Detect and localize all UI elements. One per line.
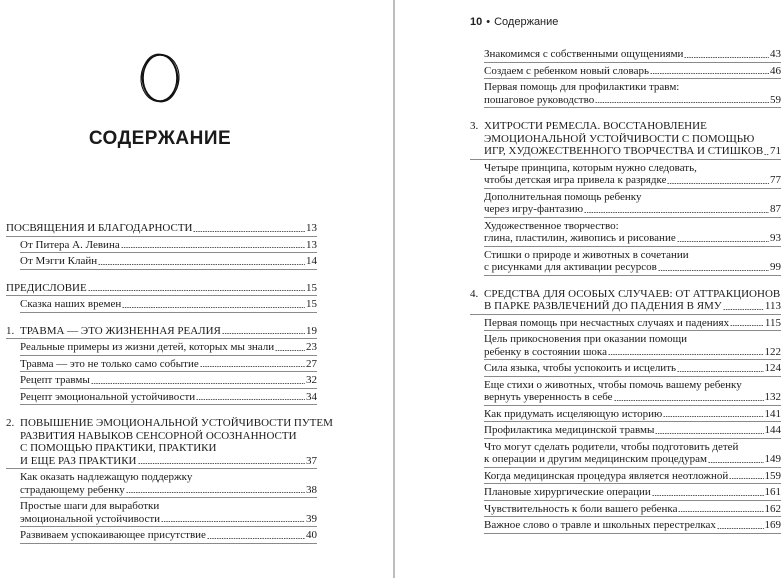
dot-leader	[122, 307, 305, 308]
dot-leader	[708, 462, 764, 463]
header-running-title: Содержание	[494, 16, 559, 28]
toc-page-number: 144	[764, 424, 781, 436]
running-header	[470, 16, 558, 28]
toc-entry-text: Чувствительность к боли вашего ребенка	[484, 502, 678, 515]
toc-entry[interactable]	[20, 374, 317, 391]
ring-emblem-icon	[134, 52, 186, 104]
toc-page-number: 77	[770, 174, 781, 186]
dot-leader	[88, 290, 305, 291]
toc-entry[interactable]	[484, 81, 781, 110]
toc-page-number: 115	[764, 316, 781, 329]
dot-leader	[138, 463, 306, 464]
toc-entry-number: 3.	[470, 120, 479, 132]
toc-entry[interactable]	[6, 222, 317, 239]
dot-leader	[98, 264, 305, 265]
dot-leader	[207, 538, 305, 539]
dot-leader	[193, 231, 305, 232]
toc-entry-text: Развиваем успокаивающее присутствие	[20, 529, 206, 541]
toc-entry[interactable]	[470, 120, 781, 162]
toc-page-number: 132	[764, 391, 781, 403]
toc-entry[interactable]	[20, 341, 317, 358]
dot-leader	[222, 333, 305, 334]
toc-entry-text	[6, 417, 333, 430]
toc-page-number: 113	[764, 300, 781, 312]
toc-entry-text: через игру-фантазию	[484, 203, 584, 215]
toc-entry[interactable]	[20, 298, 317, 315]
dot-leader	[91, 383, 305, 384]
toc-entry-text: Художественное творчество:	[484, 219, 619, 232]
dot-leader	[121, 247, 305, 248]
toc-entry-text: Первая помощь при несчастных случаях и падениях	[484, 316, 730, 329]
toc-page-number: 13	[306, 238, 317, 251]
toc-entry-text: Как оказать надлежащую поддержку	[20, 471, 193, 483]
toc-page-number: 15	[306, 298, 317, 310]
toc-entry-text: Реальные примеры из жизни детей, которых мы знали	[20, 341, 275, 353]
toc-page-number: 161	[764, 486, 781, 498]
toc-entry-text	[470, 288, 781, 301]
dot-leader	[655, 433, 763, 434]
dot-leader	[614, 400, 764, 401]
toc-entry-text: ПОВЫШЕНИЕ ЭМОЦИОНАЛЬНОЙ УСТОЙЧИВОСТИ ПУТЕМ	[20, 417, 333, 429]
toc-entry[interactable]	[20, 529, 317, 546]
toc-entry-text: ПОСВЯЩЕНИЯ И БЛАГОДАРНОСТИ	[6, 222, 193, 234]
toc-entry[interactable]	[6, 325, 317, 342]
toc-entry[interactable]	[484, 503, 781, 520]
toc-entry[interactable]	[20, 239, 317, 256]
toc-entry-text: Четыре принципа, которым нужно следовать,	[484, 161, 697, 174]
toc-entry[interactable]	[484, 191, 781, 220]
toc-entry[interactable]	[20, 255, 317, 272]
dot-leader	[678, 511, 763, 512]
toc-title: СОДЕРЖАНИЕ	[88, 128, 232, 149]
dot-leader	[200, 366, 305, 367]
dot-leader	[584, 212, 769, 213]
toc-entry-text: с рисунками для активации ресурсов	[484, 261, 657, 273]
header-separator: •	[486, 16, 491, 28]
toc-entry[interactable]	[484, 486, 781, 503]
toc-page-number: 99	[770, 261, 781, 273]
right-page	[395, 0, 784, 578]
toc-entry[interactable]	[484, 220, 781, 249]
toc-entry-text: ЭМОЦИОНАЛЬНОЙ УСТОЙЧИВОСТИ С ПОМОЩЬЮ	[484, 132, 755, 145]
dot-leader	[764, 154, 769, 155]
toc-entry-text: вернуть уверенность в себе	[484, 391, 613, 403]
dot-leader	[684, 57, 769, 58]
toc-page-number: 59	[770, 93, 781, 106]
toc-entry-text: Рецепт эмоциональной устойчивости	[20, 390, 196, 403]
dot-leader	[126, 492, 305, 493]
toc-entry-text: глина, пластилин, живопись и рисование	[484, 232, 676, 244]
dot-leader	[650, 73, 769, 74]
toc-entry-text: ИГР, ХУДОЖЕСТВЕННОГО ТВОРЧЕСТВА И СТИШКОВ	[484, 145, 764, 157]
toc-page-number: 32	[306, 374, 317, 386]
toc-entry-text: С ПОМОЩЬЮ ПРАКТИКИ, ПРАКТИКИ	[20, 442, 217, 454]
toc-entry-text: В ПАРКЕ РАЗВЛЕЧЕНИЙ ДО ПАДЕНИЯ В ЯМУ	[484, 300, 722, 312]
toc-entry[interactable]	[20, 358, 317, 375]
toc-page-number: 38	[306, 483, 317, 496]
dot-leader	[608, 354, 764, 355]
dot-leader	[717, 528, 764, 529]
toc-entry-text: Важное слово о травле и школьных перестрелках	[484, 519, 716, 531]
dot-leader	[652, 495, 764, 496]
toc-entry[interactable]	[6, 282, 317, 299]
toc-entry[interactable]	[484, 408, 781, 425]
toc-page-number: 71	[770, 145, 781, 157]
toc-entry-text: От Мэгги Клайн	[20, 255, 98, 267]
toc-page-number: 141	[764, 407, 781, 420]
dot-leader	[595, 102, 769, 103]
toc-entry[interactable]	[484, 424, 781, 441]
toc-entry-text: ТРАВМА — ЭТО ЖИЗНЕННАЯ РЕАЛИЯ	[20, 324, 221, 337]
toc-entry[interactable]	[484, 162, 781, 191]
toc-entry-text: РАЗВИТИЯ НАВЫКОВ СЕНСОРНОЙ ОСОЗНАННОСТИ	[20, 429, 297, 442]
toc-entry[interactable]	[20, 471, 317, 500]
toc-entry[interactable]	[484, 317, 781, 334]
toc-entry-number: 1.	[6, 324, 15, 337]
toc-entry-text	[470, 120, 781, 133]
toc-entry-text: Рецепт травмы	[20, 374, 90, 386]
dot-leader	[730, 325, 764, 326]
toc-entry-text: Создаем с ребенком новый словарь	[484, 64, 650, 77]
toc-page-number: 162	[764, 502, 781, 515]
toc-entry-text: Сказка наших времен	[20, 298, 122, 310]
dot-leader	[275, 350, 305, 351]
toc-entry-text: к операции и другим медицинским процедурам	[484, 453, 707, 465]
toc-entry[interactable]	[484, 470, 781, 487]
toc-entry-text: Первая помощь для профилактики травм:	[484, 81, 680, 93]
toc-entry-text: чтобы детская игра привела к разрядке	[484, 174, 667, 186]
toc-page-number: 169	[764, 519, 781, 531]
toc-page-number: 19	[306, 324, 317, 337]
toc-entry-text: Стишки о природе и животных в сочетании	[484, 248, 689, 261]
toc-page-number: 122	[764, 345, 781, 358]
toc-entry-text: эмоциональной устойчивости	[20, 512, 161, 525]
toc-entry[interactable]	[484, 362, 781, 379]
toc-entry-text: Что могут сделать родители, чтобы подготовить детей	[484, 440, 739, 453]
dot-leader	[161, 521, 305, 522]
toc-entry-text: Цель прикосновения при оказании помощи	[484, 333, 687, 345]
toc-entry[interactable]	[20, 500, 317, 529]
toc-entry-number: 4.	[470, 287, 479, 300]
toc-list-left	[6, 222, 333, 546]
toc-page-number: 39	[306, 512, 317, 525]
toc-entry-text: Еще стихи о животных, чтобы помочь вашему ребенку	[484, 378, 742, 391]
toc-page-number: 14	[306, 255, 317, 267]
toc-entry-text: СРЕДСТВА ДЛЯ ОСОБЫХ СЛУЧАЕВ: ОТ АТТРАКЦИОНОВ	[484, 287, 781, 300]
toc-entry-text: Сила языка, чтобы успокоить и исцелить	[484, 362, 677, 374]
toc-entry[interactable]	[20, 391, 317, 408]
toc-entry[interactable]	[484, 441, 781, 470]
toc-entry[interactable]	[484, 48, 781, 65]
toc-list-right	[470, 48, 781, 536]
toc-page-number: 34	[306, 390, 317, 403]
dot-leader	[658, 270, 769, 271]
toc-page-number: 23	[306, 341, 317, 353]
dot-leader	[723, 309, 764, 310]
toc-entry-text: ХИТРОСТИ РЕМЕСЛА. ВОССТАНОВЛЕНИЕ	[484, 120, 707, 132]
toc-page-number: 15	[306, 281, 317, 294]
toc-entry-text: страдающему ребенку	[20, 483, 125, 496]
toc-entry-text: Простые шаги для выработки	[20, 500, 160, 512]
toc-entry-text: И ЕЩЕ РАЗ ПРАКТИКИ	[20, 454, 137, 467]
dot-leader	[729, 478, 763, 479]
toc-entry-text: Дополнительная помощь ребенку	[484, 190, 642, 203]
toc-entry[interactable]	[6, 417, 333, 471]
toc-entry-text: Травма — это не только само событие	[20, 357, 199, 370]
dot-leader	[677, 241, 769, 242]
dot-leader	[667, 183, 769, 184]
toc-entry-text: пошаговое руководство	[484, 93, 595, 106]
toc-page-number: 40	[306, 529, 317, 541]
toc-entry-text: Плановые хирургические операции	[484, 486, 651, 498]
toc-entry[interactable]	[484, 519, 781, 536]
toc-page-number: 149	[764, 453, 781, 465]
toc-entry[interactable]	[484, 249, 781, 278]
toc-page-number: 124	[764, 362, 781, 374]
toc-entry[interactable]	[484, 333, 781, 362]
toc-page-number: 93	[770, 232, 781, 244]
toc-entry-text: Когда медицинская процедура является неотложной	[484, 469, 729, 482]
toc-entry-text: Знакомимся с собственными ощущениями	[484, 48, 684, 60]
toc-entry[interactable]	[470, 288, 781, 317]
toc-entry-text: ПРЕДИСЛОВИЕ	[6, 281, 87, 294]
dot-leader	[663, 416, 763, 417]
toc-page-number: 87	[770, 203, 781, 215]
toc-entry-text: Профилактика медицинской травмы	[484, 424, 655, 436]
toc-entry[interactable]	[484, 379, 781, 408]
toc-entry-text: От Питера А. Левина	[20, 238, 120, 251]
toc-entry-number: 2.	[6, 417, 15, 429]
toc-page-number: 43	[770, 48, 781, 60]
toc-page-number: 27	[306, 357, 317, 370]
toc-page-number: 159	[764, 469, 781, 482]
toc-entry[interactable]	[484, 65, 781, 82]
toc-page-number: 37	[306, 454, 317, 467]
dot-leader	[196, 399, 305, 400]
toc-entry-text: ребенку в состоянии шока	[484, 345, 607, 358]
toc-page-number: 13	[306, 222, 317, 234]
dot-leader	[677, 371, 763, 372]
toc-entry-text: Как придумать исцеляющую историю	[484, 407, 663, 420]
toc-page-number: 46	[770, 64, 781, 77]
header-page-number: 10	[470, 16, 483, 28]
